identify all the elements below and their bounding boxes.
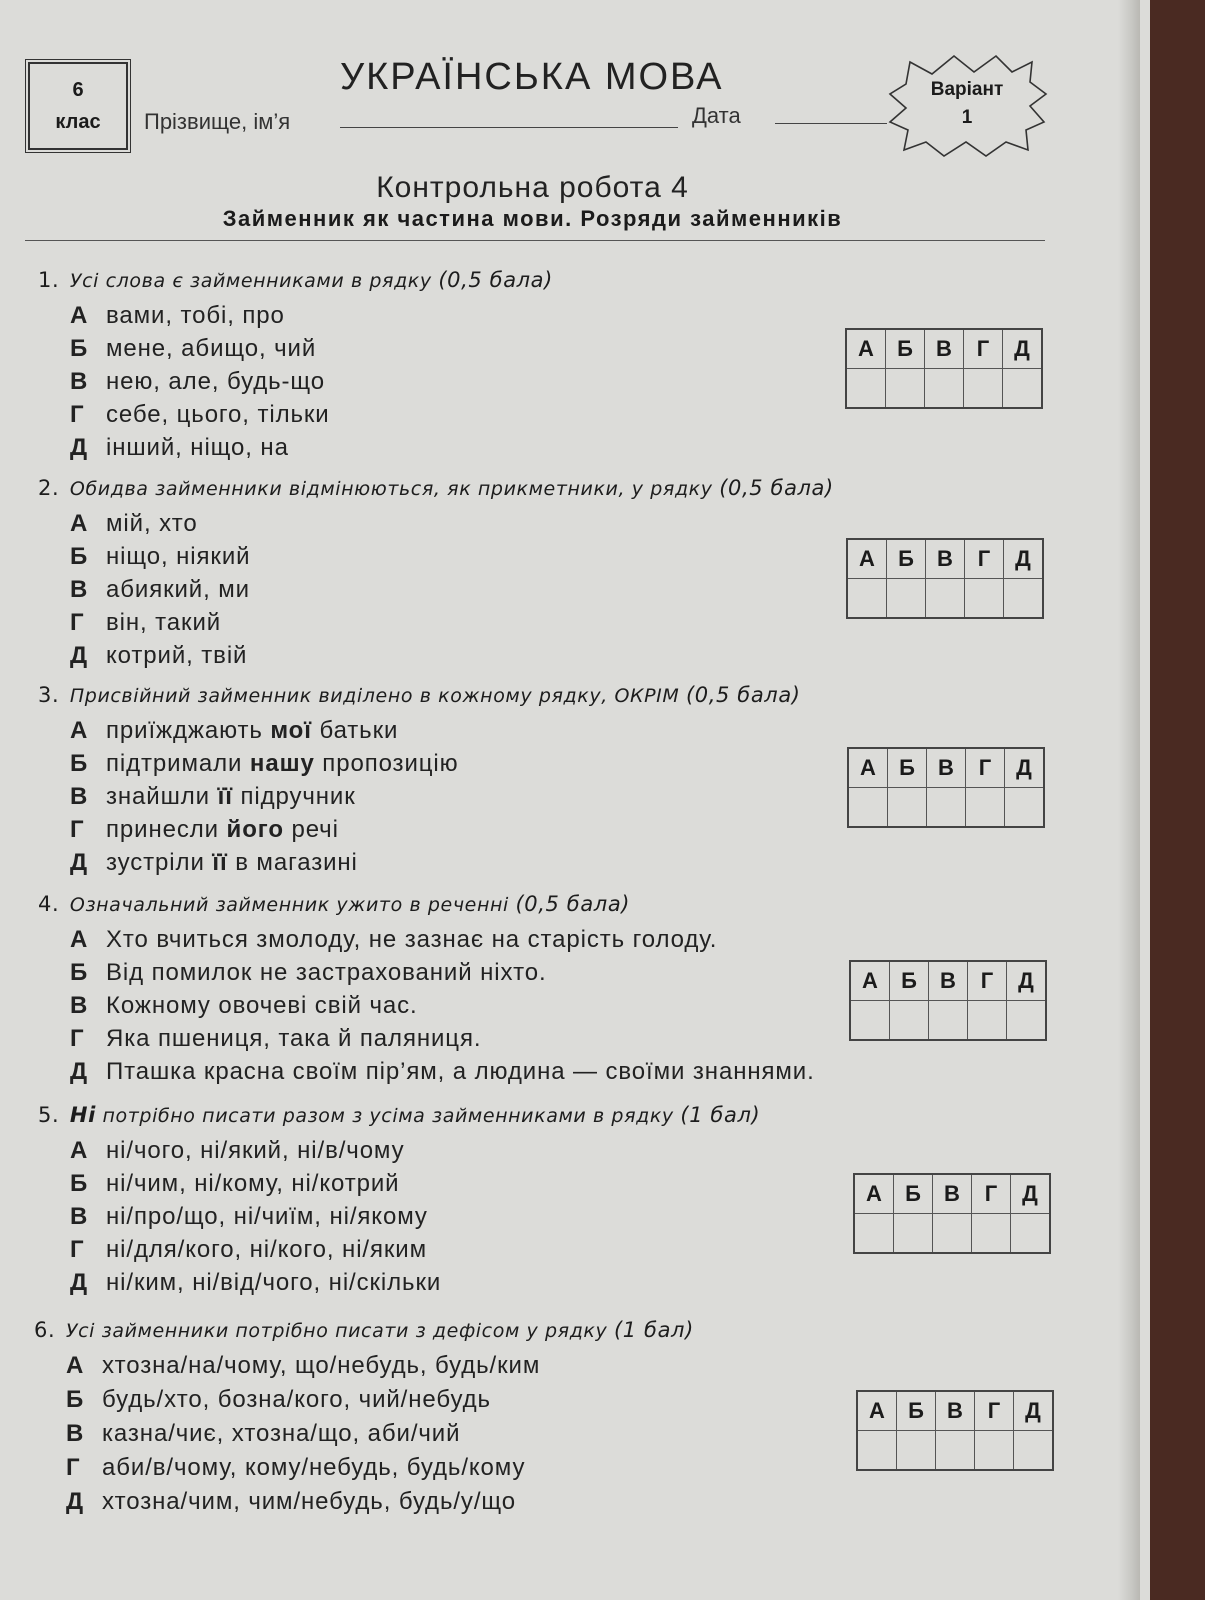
option-text: нею, але, будь-що [106,368,326,395]
question-text [38,476,834,500]
answer-cell-c[interactable] [933,1214,972,1254]
option-text: знайшли [106,783,210,810]
option-letter: А [70,717,89,744]
answer-cell-a[interactable] [850,1001,890,1041]
option-letter: А [66,1352,85,1379]
option-a [70,302,285,330]
answer-header-d: Г [965,539,1004,579]
answer-header-b: Б [886,329,925,369]
option-text: себе, цього, тільки [106,401,330,428]
option-e [70,642,247,670]
option-text: він, такий [106,609,222,636]
option-letter: А [70,1137,89,1164]
option-letter: Б [70,959,89,986]
question-points: (0,5 бала) [686,683,801,707]
answer-cell-e[interactable] [1003,369,1043,409]
answer-header-a: А [854,1174,894,1214]
option-a [66,1352,540,1380]
option-text: підтримали [106,750,243,777]
answer-cell-e[interactable] [1004,579,1044,619]
option-text: ні/чим, ні/кому, ні/котрий [106,1170,400,1197]
option-letter: Д [70,849,88,876]
option-e [70,1269,441,1297]
question-text [34,1318,694,1342]
answer-grid [849,960,1047,1041]
answer-header-b: Б [894,1174,933,1214]
answer-cell-c[interactable] [925,369,964,409]
work-title: Контрольна робота 4 [376,171,689,204]
question-number: 3. [38,683,60,707]
answer-cell-a[interactable] [848,788,888,828]
highlighted-pronoun: нашу [249,750,315,777]
answer-grid [845,328,1043,409]
option-d [66,1454,525,1482]
answer-cell-b[interactable] [887,579,926,619]
answer-cell-b[interactable] [890,1001,929,1041]
option-text: ні/про/що, ні/чиїм, ні/якому [106,1203,428,1230]
answer-header-e: Д [1007,961,1047,1001]
option-d [70,609,221,637]
option-text: Від помилок не застрахований ніхто. [106,959,547,986]
option-c [70,783,356,811]
answer-cell-d[interactable] [968,1001,1007,1041]
option-text: Кожному овочеві свій час. [106,992,418,1019]
option-c [66,1420,460,1448]
option-b [70,1170,399,1198]
question-prompt: потрібно писати разом з усіма займенниками в рядку [102,1105,674,1127]
question-number: 6. [34,1318,56,1342]
answer-header-d: Г [964,329,1003,369]
answer-header-b: Б [890,961,929,1001]
question-points: (0,5 бала) [515,892,631,916]
answer-cell-a[interactable] [857,1431,897,1471]
date-label: Дата [692,103,741,128]
option-b [70,959,547,987]
variant-number: 1 [961,107,973,128]
option-text: зустріли [106,849,205,876]
answer-header-a: А [850,961,890,1001]
option-c [70,1203,428,1231]
answer-grid [856,1390,1054,1471]
option-b [66,1386,491,1414]
option-e [70,1058,815,1086]
option-d [70,401,330,429]
option-letter: Д [66,1488,84,1515]
answer-grid [853,1173,1051,1254]
option-letter: Д [70,434,88,461]
option-b [70,543,250,571]
answer-cell-b[interactable] [894,1214,933,1254]
answer-cell-e[interactable] [1014,1431,1054,1471]
answer-header-c: В [927,748,966,788]
answer-cell-c[interactable] [929,1001,968,1041]
option-text: речі [291,816,339,843]
option-text: приїжджають [106,717,263,744]
answer-header-d: Г [966,748,1005,788]
option-c [70,368,325,396]
option-text: батьки [319,717,399,744]
option-e [66,1488,516,1516]
question-text [38,1103,760,1127]
question-number: 5. [38,1103,60,1127]
question-prompt: Обидва займенники відмінюються, як прикметники, у рядку [69,478,713,500]
answer-header-a: А [847,539,887,579]
answer-cell-c[interactable] [926,579,965,619]
answer-header-e: Д [1014,1391,1054,1431]
question-text [38,683,801,707]
question-prompt: Означальний займенник ужито в реченні [69,894,509,916]
option-letter: В [70,783,89,810]
option-text: принесли [106,816,219,843]
answer-header-a: А [846,329,886,369]
option-letter: Г [70,816,85,843]
variant-label-group [882,76,1052,132]
option-letter: Б [70,543,89,570]
option-a [70,717,398,745]
option-letter: Д [70,1058,88,1085]
answer-header-e: Д [1004,539,1044,579]
question-prompt: Усі займенники потрібно писати з дефісом у рядку [65,1320,608,1342]
option-text: пропозицію [322,750,459,777]
answer-header-c: В [929,961,968,1001]
option-text: мене, абищо, чий [106,335,317,362]
option-letter: В [70,368,89,395]
highlighted-pronoun: її [217,783,233,810]
option-letter: Г [70,1236,85,1263]
option-text: ніщо, ніякий [106,543,251,570]
option-b [70,750,459,778]
option-letter: А [70,302,89,329]
question-number: 2. [38,476,60,500]
highlighted-pronoun: її [212,849,228,876]
answer-cell-d[interactable] [966,788,1005,828]
option-letter: А [70,926,89,953]
answer-header-d: Г [975,1391,1014,1431]
option-c [70,576,250,604]
answer-cell-b[interactable] [888,788,927,828]
option-letter: Б [66,1386,85,1413]
option-e [70,849,358,877]
option-text: Яка пшениця, така й паляниця. [106,1025,482,1052]
answer-header-d: Г [972,1174,1011,1214]
answer-cell-d[interactable] [965,579,1004,619]
answer-header-d: Г [968,961,1007,1001]
answer-header-b: Б [888,748,927,788]
option-text: мій, хто [106,510,198,537]
option-letter: Б [70,335,89,362]
question-text [38,892,630,916]
grade-word: клас [55,111,101,133]
answer-header-c: В [925,329,964,369]
answer-header-e: Д [1005,748,1045,788]
name-label: Прізвище, ім’я [144,109,291,134]
question-points: (0,5 бала) [719,476,834,500]
answer-header-a: А [848,748,888,788]
answer-header-b: Б [897,1391,936,1431]
question-prompt: Усі слова є займенниками в рядку [69,270,432,292]
option-a [70,510,198,538]
answer-cell-d[interactable] [972,1214,1011,1254]
answer-cell-a[interactable] [854,1214,894,1254]
option-letter: Г [70,401,85,428]
option-letter: Д [70,1269,88,1296]
answer-grid [846,538,1044,619]
option-letter: В [66,1420,85,1447]
option-letter: Д [70,642,88,669]
option-b [70,335,316,363]
option-text: будь/хто, бозна/кого, чий/небудь [102,1386,491,1413]
divider [25,240,1045,241]
answer-header-b: Б [887,539,926,579]
answer-header-c: В [933,1174,972,1214]
answer-cell-e[interactable] [1005,788,1045,828]
option-d [70,1236,427,1264]
question-prompt: Присвійний займенник виділено в кожному рядку, ОКРІМ [69,685,680,707]
topic-title: Займенник як частина мови. Розряди займенників [222,206,843,231]
option-a [70,926,717,954]
option-text: хтозна/на/чому, що/небудь, будь/ким [102,1352,541,1379]
question-points: (0,5 бала) [438,268,553,292]
highlighted-pronoun: його [226,816,284,843]
answer-cell-c[interactable] [927,788,966,828]
option-text: хтозна/чим, чим/небудь, будь/у/що [102,1488,517,1515]
option-c [70,992,418,1020]
grade-box [28,62,128,150]
option-text: аби/в/чому, кому/небудь, будь/кому [102,1454,526,1481]
option-text: ні/чого, ні/який, ні/в/чому [106,1137,405,1164]
question-points: (1 бал) [680,1103,761,1127]
subject-title: УКРАЇНСЬКА МОВА [340,56,724,98]
option-letter: Г [66,1454,81,1481]
option-letter: В [70,992,89,1019]
answer-header-e: Д [1003,329,1043,369]
option-text: ні/для/кого, ні/кого, ні/яким [106,1236,427,1263]
option-text: казна/чиє, хтозна/що, аби/чий [102,1420,461,1447]
option-text: ні/ким, ні/від/чого, ні/скільки [106,1269,442,1296]
question-number: 1. [38,268,60,292]
question-text [38,268,553,292]
answer-header-a: А [857,1391,897,1431]
answer-header-e: Д [1011,1174,1051,1214]
option-text: вами, тобі, про [106,302,285,329]
option-text: Хто вчиться змолоду, не зазнає на старість голоду. [106,926,718,953]
option-d [70,1025,481,1053]
question-points: (1 бал) [614,1318,694,1342]
option-letter: Б [70,750,89,777]
option-text: в магазині [235,849,358,876]
option-text: Пташка красна своїм пір’ям, а людина — своїми знаннями. [106,1058,815,1085]
question-bold-lead: Ні [69,1103,96,1127]
option-letter: В [70,576,89,603]
highlighted-pronoun: мої [270,717,312,744]
option-d [70,816,339,844]
option-text: підручник [240,783,356,810]
variant-label: Варіант [930,79,1004,100]
name-field-line[interactable] [340,127,678,128]
option-text: котрий, твій [106,642,248,669]
answer-cell-c[interactable] [936,1431,975,1471]
option-letter: Г [70,1025,85,1052]
option-text: інший, ніщо, на [106,434,289,461]
answer-cell-b[interactable] [897,1431,936,1471]
option-letter: В [70,1203,89,1230]
question-number: 4. [38,892,60,916]
answer-cell-a[interactable] [846,369,886,409]
option-e [70,434,289,462]
option-letter: Б [70,1170,89,1197]
answer-cell-b[interactable] [886,369,925,409]
option-a [70,1137,405,1165]
option-letter: Г [70,609,85,636]
answer-cell-a[interactable] [847,579,887,619]
answer-cell-d[interactable] [964,369,1003,409]
answer-cell-e[interactable] [1007,1001,1047,1041]
answer-header-c: В [936,1391,975,1431]
option-text: абиякий, ми [106,576,250,603]
answer-header-c: В [926,539,965,579]
answer-cell-e[interactable] [1011,1214,1051,1254]
grade-number: 6 [72,79,84,101]
page-edge-shadow [1118,0,1140,1600]
option-letter: А [70,510,89,537]
date-field-line[interactable] [775,123,887,124]
answer-cell-d[interactable] [975,1431,1014,1471]
answer-grid [847,747,1045,828]
